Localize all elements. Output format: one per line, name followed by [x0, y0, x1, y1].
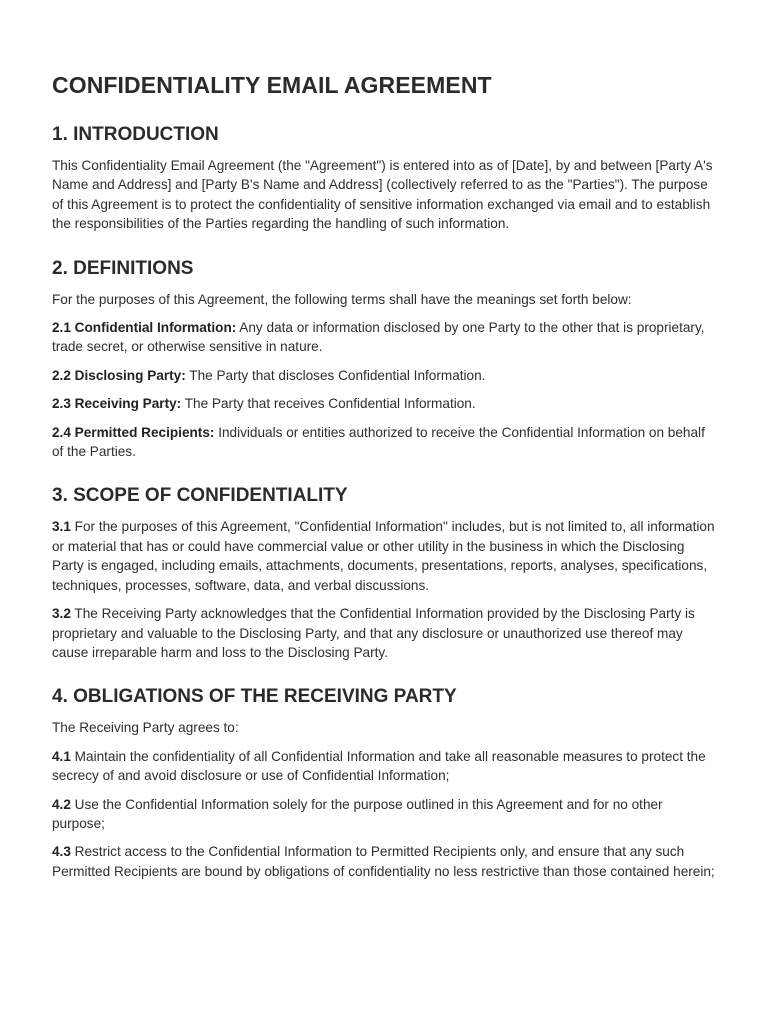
clause-text: The Party that receives Confidential Information. — [181, 396, 476, 412]
clause-text: The Party that discloses Confidential Information. — [185, 367, 486, 383]
clause-paragraph — [52, 842, 718, 881]
clause-label: 3.1 — [52, 519, 71, 535]
clause-paragraph — [52, 604, 718, 662]
section-introduction — [52, 122, 718, 234]
section-intro-paragraph: For the purposes of this Agreement, the following terms shall have the meanings set forth below: — [52, 291, 632, 307]
clause-text: Maintain the confidentiality of all Confidential Information and take all reasonable measures to protect the secrecy of and avoid disclosure or use of Confidential Information; — [52, 748, 706, 784]
section-heading: 3. SCOPE OF CONFIDENTIALITY — [52, 485, 348, 507]
clause-paragraph — [52, 517, 718, 595]
clause-label: 2.3 Receiving Party: — [52, 396, 182, 412]
section-heading: 2. DEFINITIONS — [52, 257, 194, 279]
section-definitions — [52, 256, 718, 462]
section-heading: 4. OBLIGATIONS OF THE RECEIVING PARTY — [52, 686, 457, 708]
clause-paragraph — [52, 747, 718, 786]
clause-text: Individuals or entities authorized to receive the Confidential Information on behalf of the Parties. — [52, 424, 705, 460]
document-title: CONFIDENTIALITY EMAIL AGREEMENT — [52, 72, 492, 98]
clause-label: 2.2 Disclosing Party: — [52, 367, 186, 383]
clause-label: 4.1 — [52, 748, 71, 764]
clause-label: 3.2 — [52, 606, 71, 622]
section-heading: 1. INTRODUCTION — [52, 124, 219, 145]
clause-paragraph — [52, 394, 718, 413]
clause-label: 2.1 Confidential Information: — [52, 320, 237, 336]
clause-paragraph — [52, 423, 718, 462]
clause-paragraph — [52, 795, 718, 834]
clause-label: 2.4 Permitted Recipients: — [52, 424, 215, 440]
section-scope — [52, 483, 718, 662]
clause-text: Use the Confidential Information solely for the purpose outlined in this Agreement and for no other purpose; — [52, 796, 663, 831]
clause-text: Any data or information disclosed by one Party to the other that is proprietary, trade secret, or otherwise sensitive in nature. — [52, 320, 705, 355]
section-obligations — [52, 684, 718, 881]
clause-paragraph — [52, 366, 718, 385]
clause-label: 4.3 — [52, 844, 71, 860]
section-intro-paragraph: The Receiving Party agrees to: — [52, 720, 239, 736]
clause-label: 4.2 — [52, 796, 71, 812]
clause-text: The Receiving Party acknowledges that the Confidential Information provided by the Disclosing Party is proprietary and valuable to the Disclosing Party, and that any disclosure or unauthorized use thereof may cause irreparable harm and loss to the Disclosing Party. — [52, 606, 695, 660]
clause-text: For the purposes of this Agreement, "Confidential Information" includes, but is not limited to, all information or material that has or could have commercial value or other utility in the business in which the Disclosing Party is engaged, including emails, attachments, documents, presentations, reports, analyses, specifications, techniques, processes, software, data, and verbal discussions. — [52, 519, 715, 593]
clause-text: Restrict access to the Confidential Information to Permitted Recipients only, and ensure that any such Permitted Recipients are bound by obligations of confidentiality no less restrictive than those contained herein; — [52, 844, 715, 879]
section-paragraph: This Confidentiality Email Agreement (the "Agreement") is entered into as of [Date], by and between [Party A's Name and Address] and [Party B's Name and Address] (collectively referred to as the "Parties"). The purpose of this Agreement is to protect the confidentiality of sensitive information exchanged via email and to establish the responsibilities of the Parties regarding the handling of such information. — [52, 158, 713, 232]
clause-paragraph — [52, 318, 718, 357]
